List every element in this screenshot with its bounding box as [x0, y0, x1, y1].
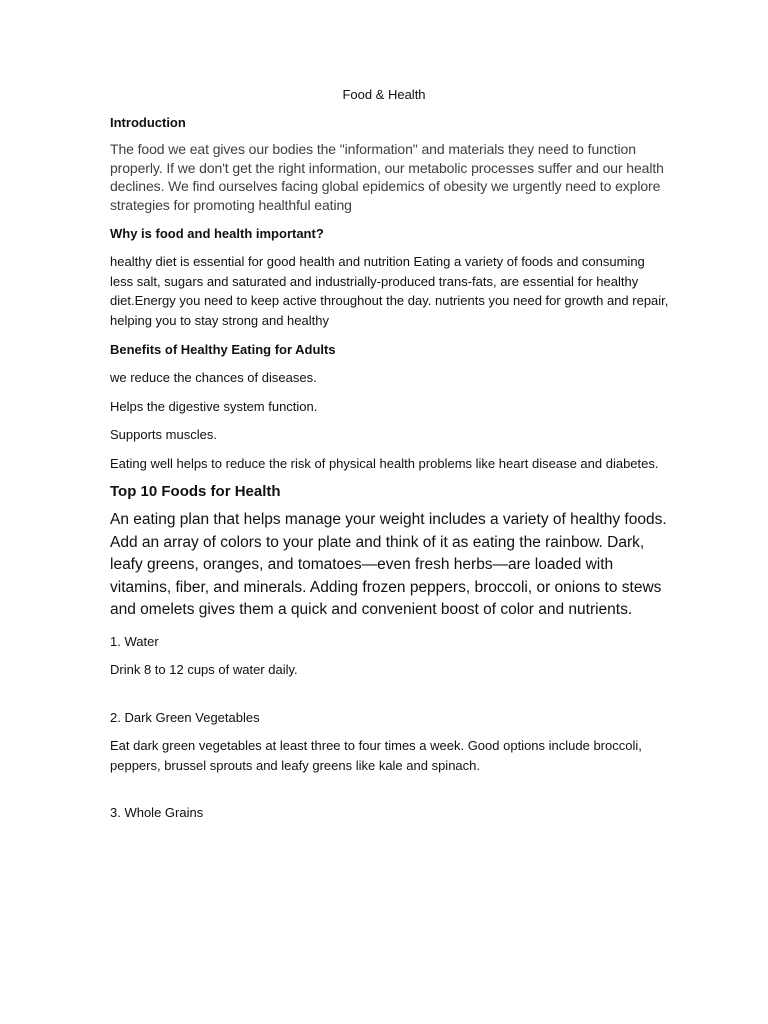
document-title: Food & Health — [342, 87, 426, 102]
food-item-text: Eat dark green vegetables at least three to four times a week. Good options include broccoli, peppers, brussel sprouts and leafy greens like kale and spinach. — [110, 738, 642, 773]
benefit-item: Supports muscles. — [110, 427, 217, 442]
top10-heading: Top 10 Foods for Health — [110, 483, 281, 500]
introduction-paragraph: The food we eat gives our bodies the "information" and materials they need to function properly. If we don't get the right information, our metabolic processes suffer and our health declines. We find ourselves facing global epidemics of obesity we urgently need to explore strategies for promoting healthful eating — [110, 141, 664, 213]
benefits-heading: Benefits of Healthy Eating for Adults — [110, 342, 336, 357]
why-heading: Why is food and health important? — [110, 226, 324, 241]
top10-paragraph: An eating plan that helps manage your weight includes a variety of healthy foods. Add an array of colors to your plate and think of it as eating the rainbow. Dark, leafy greens, oranges, and tomatoes—even fresh herbs—are loaded with vitamins, fiber, and minerals. Adding frozen peppers, broccoli, or onions to stews and omelets gives them a quick and convenient boost of color and nutrients. — [110, 511, 667, 618]
why-paragraph: healthy diet is essential for good health and nutrition Eating a variety of foods and consuming less salt, sugars and saturated and industrially-produced trans-fats, are essential for healthy diet.Energy you need to keep active throughout the day. nutrients you need for growth and repair, helping you to stay strong and healthy — [110, 254, 669, 328]
benefit-item: Helps the digestive system function. — [110, 398, 318, 414]
food-item-title: 2. Dark Green Vegetables — [110, 709, 260, 725]
food-item-title: 1. Water — [110, 633, 159, 649]
benefit-item: we reduce the chances of diseases. — [110, 370, 317, 385]
spacer — [110, 689, 670, 708]
introduction-heading: Introduction — [110, 115, 186, 130]
benefit-item: Eating well helps to reduce the risk of physical health problems like heart disease and diabetes. — [110, 455, 659, 471]
document-body — [110, 114, 670, 832]
food-item-title: 3. Whole Grains — [110, 805, 204, 820]
food-item-text: Drink 8 to 12 cups of water daily. — [110, 662, 298, 677]
spacer — [110, 784, 670, 803]
